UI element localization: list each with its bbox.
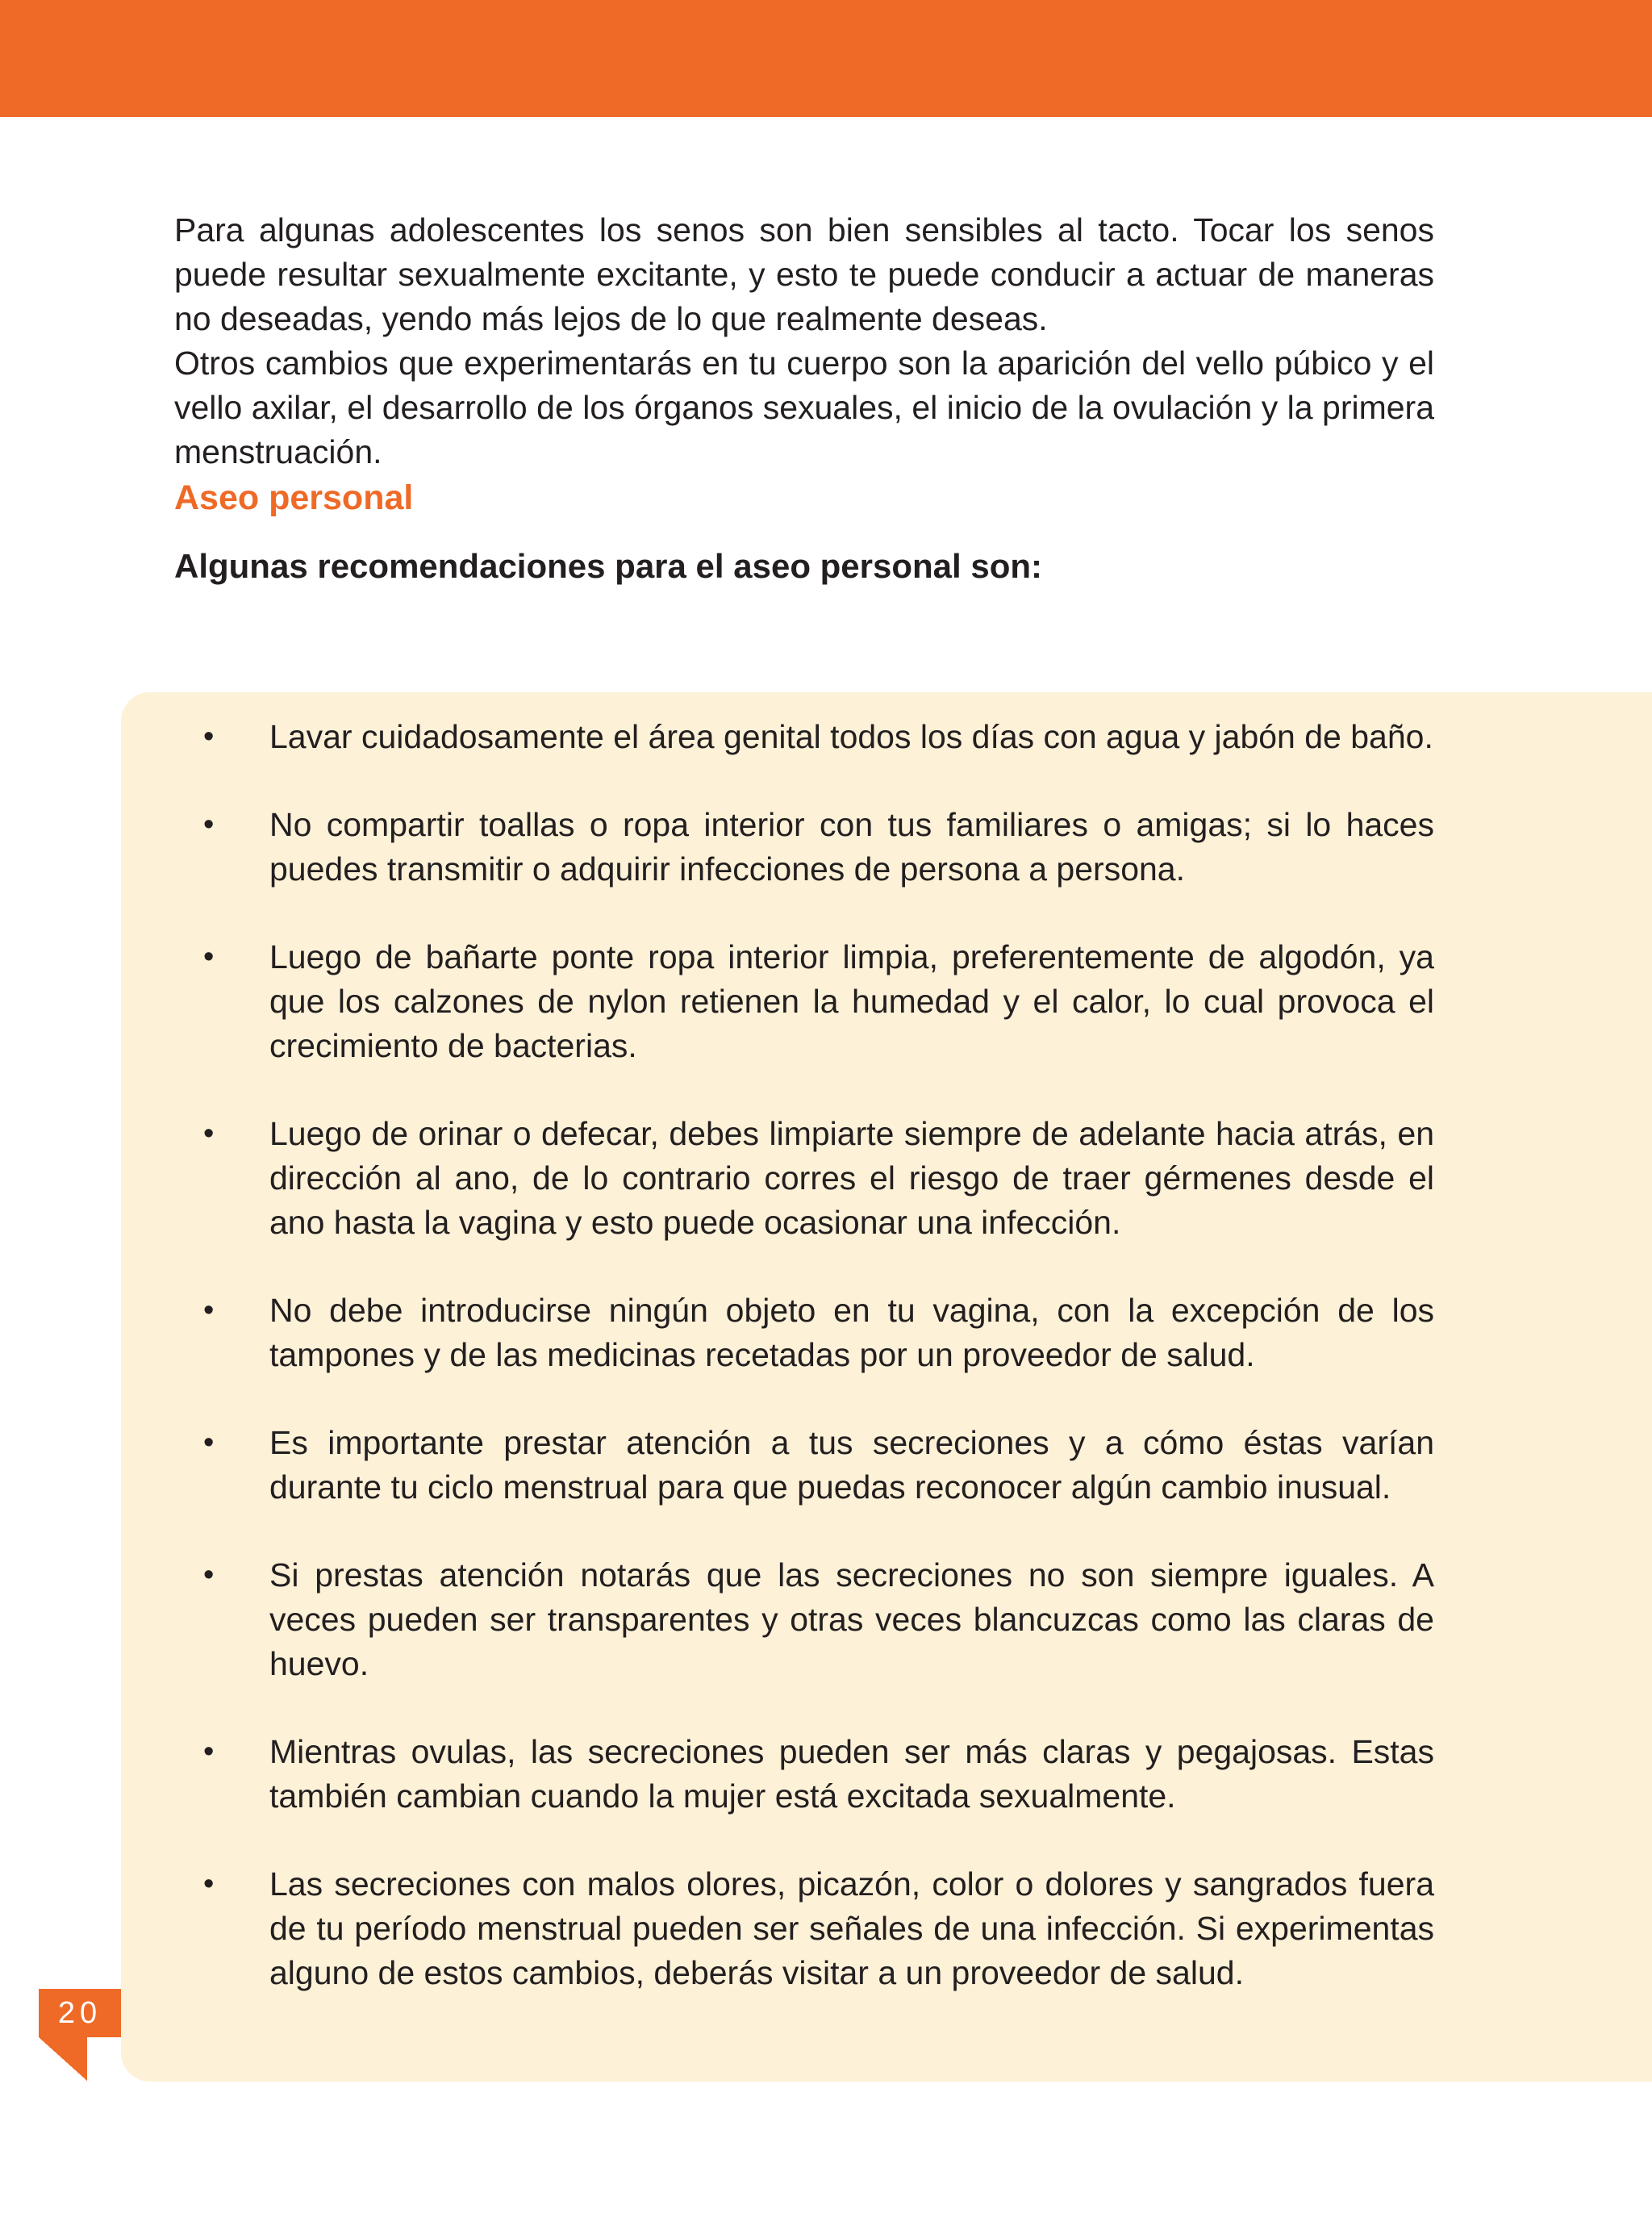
list-item-text: Luego de bañarte ponte ropa interior limpia, preferentemente de algodón, ya que los calzones de nylon retienen la humedad y el calor, lo cual provoca el crecimiento de bacterias. [269,938,1434,1064]
list-item [174,1289,1434,1377]
section-lead: Algunas recomendaciones para el aseo personal son: [174,547,1043,585]
list-item [174,715,1434,759]
intro-paragraph-2: Otros cambios que experimentarás en tu cuerpo son la aparición del vello púbico y el vello axilar, el desarrollo de los órganos sexuales, el inicio de la ovulación y la primera menstruación. [174,345,1434,470]
list-item [174,1553,1434,1686]
list-item-text: No debe introducirse ningún objeto en tu vagina, con la excepción de los tampones y de las medicinas recetadas por un proveedor de salud. [269,1292,1434,1373]
bullet-icon: • [203,1293,215,1327]
bullet-icon: • [203,1735,215,1769]
list-item-text: No compartir toallas o ropa interior con tus familiares o amigas; si lo haces puedes transmitir o adquirir infecciones de persona a persona. [269,806,1434,888]
section-title: Aseo personal [174,478,414,517]
list-item-text: Luego de orinar o defecar, debes limpiarte siempre de adelante hacia atrás, en dirección al ano, de lo contrario corres el riesgo de traer gérmenes desde el ano hasta la vagina y esto puede ocasionar una infección. [269,1115,1434,1241]
header-band [0,0,1652,117]
bullet-icon: • [203,808,215,842]
list-item-text: Es importante prestar atención a tus secreciones y a cómo éstas varían durante tu ciclo menstrual para que puedas reconocer algún cambio inusual. [269,1424,1434,1506]
bullet-icon: • [203,720,215,754]
list-item-text: Lavar cuidadosamente el área genital todos los días con agua y jabón de baño. [269,718,1433,755]
bullet-icon: • [203,940,215,974]
bullet-icon: • [203,1117,215,1151]
page-number: 20 [39,1989,121,2037]
list-item-text: Si prestas atención notarás que las secreciones no son siempre iguales. A veces pueden ser transparentes y otras veces blancuzcas como las claras de huevo. [269,1556,1434,1682]
page-tab-fold [39,2037,87,2081]
recommendations-list [174,715,1434,2039]
list-item-text: Mientras ovulas, las secreciones pueden ser más claras y pegajosas. Estas también cambian cuando la mujer está excitada sexualmente. [269,1733,1434,1815]
bullet-icon: • [203,1558,215,1592]
list-item [174,1862,1434,1995]
bullet-icon: • [203,1426,215,1460]
list-item [174,1421,1434,1510]
list-item [174,803,1434,892]
list-item [174,1730,1434,1819]
list-item [174,1112,1434,1245]
intro-paragraph-1: Para algunas adolescentes los senos son bien sensibles al tacto. Tocar los senos puede resultar sexualmente excitante, y esto te puede conducir a actuar de maneras no deseadas, yendo más lejos de lo que realmente deseas. [174,211,1434,337]
intro-content [174,208,1434,589]
list-item [174,935,1434,1068]
list-item-text: Las secreciones con malos olores, picazón, color o dolores y sangrados fuera de tu período menstrual pueden ser señales de una infección. Si experimentas alguno de estos cambios, deberás visitar a un proveedor de salud. [269,1865,1434,1991]
bullet-icon: • [203,1867,215,1901]
